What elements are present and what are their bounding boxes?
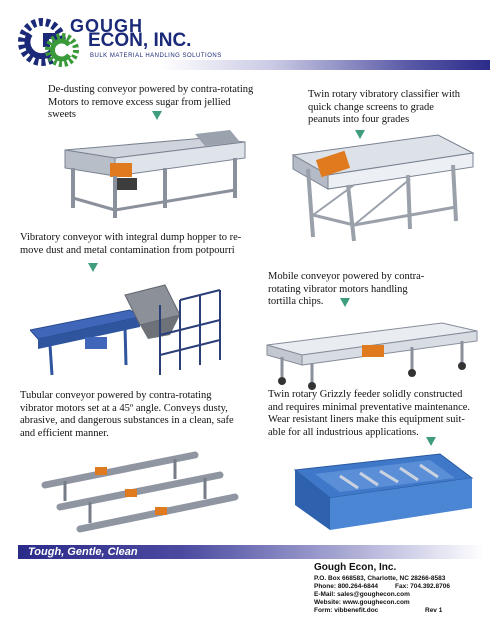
contact-email[interactable]: E-Mail: sales@goughecon.com — [314, 591, 410, 598]
image-grizzly-feeder — [290, 450, 475, 540]
down-arrow-icon — [152, 111, 162, 120]
image-mobile-conveyor — [262, 315, 487, 390]
caption-grizzly: Twin rotary Grizzly feeder solidly constructed and requires minimal preventative maintenance. Wear resistant liners make this equipment suit-able for all industrious applications. — [268, 389, 471, 438]
image-rotary-classifier — [288, 125, 478, 245]
contact-phone: Phone: 800.264-6844 — [314, 583, 378, 590]
image-tubular-conveyor — [35, 445, 245, 535]
contact-company: Gough Econ, Inc. — [314, 562, 397, 573]
caption-classifier: Twin rotary vibratory classifier with quick change screens to grade peanuts into four grades — [308, 89, 461, 125]
company-tagline: BULK MATERIAL HANDLING SOLUTIONS — [90, 53, 222, 59]
image-dedusting-conveyor — [55, 128, 255, 223]
contact-address: P.O. Box 668583, Charlotte, NC 28266-8583 — [314, 575, 446, 582]
header-gradient-bar — [160, 60, 490, 70]
slogan: Tough, Gentle, Clean — [28, 546, 138, 558]
form-id: Form: vibbenefit.doc — [314, 607, 379, 614]
down-arrow-icon — [426, 437, 436, 446]
caption-dump-hopper: Vibratory conveyor with integral dump hopper to re-move dust and metal contamination from potpourri — [20, 232, 242, 256]
image-dump-hopper-conveyor — [30, 275, 235, 380]
caption-tubular: Tubular conveyor powered by contra-rotating vibrator motors set at a 45º angle. Conveys dusty, abrasive, and dangerous substances in a clean, safe and efficient manner. — [20, 390, 234, 439]
caption-mobile: Mobile conveyor powered by contra-rotating vibrator motors handling tortilla chips. — [268, 271, 425, 307]
down-arrow-icon — [340, 298, 350, 307]
contact-fax: Fax: 704.392.8706 — [395, 583, 450, 590]
company-name-line1: GOUGH — [70, 16, 144, 36]
revision: Rev 1 — [425, 607, 443, 614]
contact-website[interactable]: Website: www.goughecon.com — [314, 599, 410, 606]
down-arrow-icon — [88, 263, 98, 272]
company-name-line2: ECON, INC. — [88, 30, 192, 51]
caption-dedusting: De-dusting conveyor powered by contra-rotating Motors to remove excess sugar from jellied sweets — [48, 84, 254, 120]
